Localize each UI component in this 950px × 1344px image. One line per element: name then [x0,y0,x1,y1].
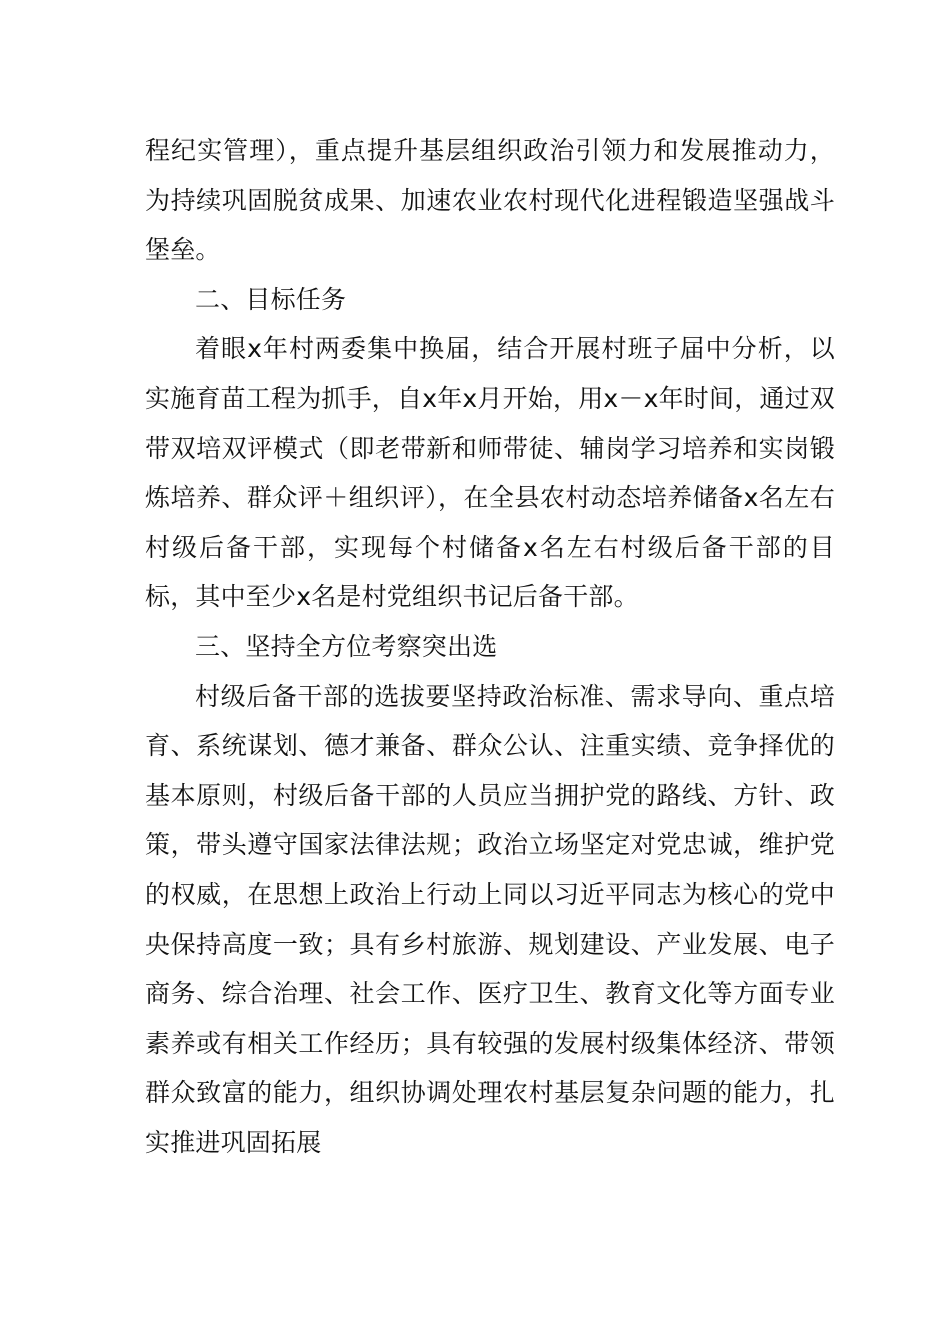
paragraph-selection: 村级后备干部的选拔要坚持政治标准、需求导向、重点培育、系统谋划、德才兼备、群众公认、注重实绩、竞争择优的基本原则，村级后备干部的人员应当拥护党的路线、方针、政策，带头遵守国家法律法规；政治立场坚定对党忠诚，维护党的权威，在思想上政治上行动上同以习近平同志为核心的党中央保持高度一致；具有乡村旅游、规划建设、产业发展、电子商务、综合治理、社会工作、医疗卫生、教育文化等方面专业素养或有相关工作经历；具有较强的发展村级集体经济、带领群众致富的能力，组织协调处理农村基层复杂问题的能力，扎实推进巩固拓展 [145,681,835,1157]
paragraph-goals: 着眼x年村两委集中换届，结合开展村班子届中分析，以实施育苗工程为抓手，自x年x月开始，用x－x年时间，通过双带双培双评模式（即老带新和师带徒、辅岗学习培养和实岗锻炼培养、群众评＋组织评），在全县农村动态培养储备x名左右村级后备干部，实现每个村储备x名左右村级后备干部的目标，其中至少x名是村党组织书记后备干部。 [145,334,835,612]
paragraph-continuation: 程纪实管理），重点提升基层组织政治引领力和发展推动力，为持续巩固脱贫成果、加速农业农村现代化进程锻造坚强战斗堡垒。 [145,136,835,265]
section-heading-selection: 三、坚持全方位考察突出选 [195,631,498,661]
document-body [145,126,835,1167]
section-heading-goals: 二、目标任务 [195,284,347,314]
